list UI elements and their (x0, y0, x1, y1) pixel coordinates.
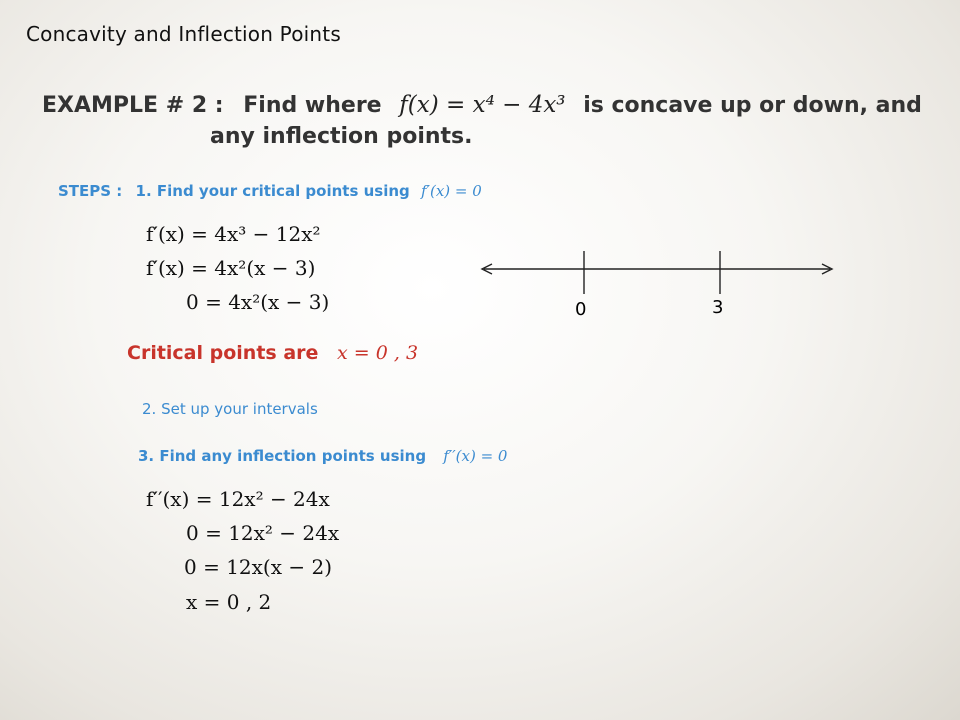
step1-condition: f′(x) = 0 (421, 182, 482, 200)
steps-label: STEPS : (58, 182, 123, 200)
example-find-where: Find where (243, 93, 382, 118)
tick-label-3: 3 (712, 297, 724, 318)
first-derivative-line-1: f′(x) = 4x³ − 12x² (146, 222, 321, 246)
second-derivative-line-4: x = 0 , 2 (186, 590, 272, 614)
second-derivative-line-2: 0 = 12x² − 24x (186, 521, 340, 545)
critical-label: Critical points are (127, 342, 319, 364)
critical-points-row (127, 342, 418, 364)
step3-row (138, 447, 507, 465)
example-line-2: any inflection points. (210, 124, 473, 149)
example-heading (42, 92, 922, 118)
first-derivative-line-2: f′(x) = 4x²(x − 3) (146, 256, 316, 280)
first-derivative-line-3: 0 = 4x²(x − 3) (186, 290, 330, 314)
example-label: EXAMPLE # 2 : (42, 93, 224, 118)
second-derivative-line-3: 0 = 12x(x − 2) (184, 555, 333, 579)
step2-text: 2. Set up your intervals (142, 400, 318, 418)
step1-text: 1. Find your critical points using (135, 182, 410, 200)
page-title: Concavity and Inflection Points (26, 22, 341, 46)
example-suffix: is concave up or down, and (583, 93, 922, 118)
tick-label-0: 0 (575, 299, 587, 320)
step3-text: 3. Find any inflection points using (138, 447, 427, 465)
critical-values: x = 0 , 3 (337, 342, 419, 364)
number-line (470, 240, 850, 330)
example-function: f(x) = x⁴ − 4x³ (399, 92, 566, 118)
steps-row (58, 182, 482, 200)
step3-condition: f′′(x) = 0 (443, 447, 508, 465)
second-derivative-line-1: f′′(x) = 12x² − 24x (146, 487, 330, 511)
